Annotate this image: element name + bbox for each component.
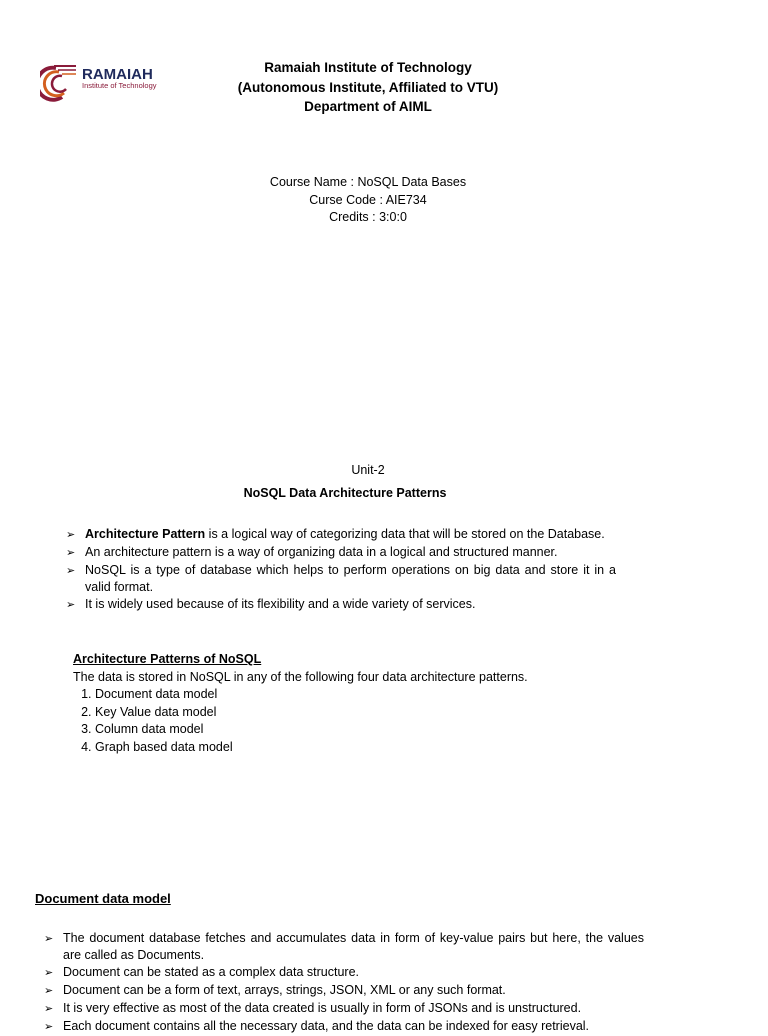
department-name: Department of AIML	[304, 99, 432, 114]
list-item	[66, 526, 616, 544]
bullet-text: It is very effective as most of the data created is usually in form of JSONs and is unstructured.	[63, 1001, 582, 1015]
arrow-bullet-icon: ➢	[44, 1003, 54, 1015]
arrow-bullet-icon: ➢	[44, 933, 54, 945]
document-header	[180, 58, 556, 117]
list-item: 3. Column data model	[95, 721, 633, 739]
institute-logo	[40, 58, 190, 102]
institute-name: Ramaiah Institute of Technology	[264, 60, 472, 75]
logo-subtitle: Institute of Technology	[82, 81, 157, 90]
arrow-bullet-icon: ➢	[66, 565, 76, 577]
bullet-text: It is widely used because of its flexibility and a wide variety of services.	[85, 597, 476, 611]
section-intro: The data is stored in NoSQL in any of the following four data architecture patterns.	[73, 669, 528, 684]
arrow-bullet-icon: ➢	[44, 985, 54, 997]
list-item: 2. Key Value data model	[95, 704, 633, 722]
list-item: 4. Graph based data model	[95, 739, 633, 757]
arrow-bullet-icon: ➢	[66, 529, 76, 541]
arrow-bullet-icon: ➢	[66, 599, 76, 611]
intro-bullet-list	[66, 526, 616, 614]
list-item	[44, 964, 644, 982]
unit-number: Unit-2	[351, 463, 385, 477]
unit-title: NoSQL Data Architecture Patterns	[243, 486, 447, 500]
arrow-bullet-icon: ➢	[66, 547, 76, 559]
bullet-text: Each document contains all the necessary data, and the data can be indexed for easy retrieval.	[63, 1019, 590, 1033]
course-credits: Credits : 3:0:0	[329, 210, 407, 224]
bullet-text: The document database fetches and accumulates data in form of key-value pairs but here, the values are called as Documents.	[63, 931, 644, 962]
list-item	[44, 1018, 644, 1036]
bullet-text: is a logical way of categorizing data that will be stored on the Database.	[205, 527, 605, 541]
list-item	[66, 596, 616, 614]
bullet-lead-term: Architecture Pattern	[85, 527, 206, 541]
document-model-bullet-list	[44, 930, 644, 1036]
course-code: Curse Code : AIE734	[309, 192, 427, 207]
list-item	[66, 544, 616, 562]
institute-affiliation: (Autonomous Institute, Affiliated to VTU)	[237, 79, 499, 95]
logo-emblem-icon	[40, 66, 76, 100]
list-item	[44, 1000, 644, 1018]
list-item	[44, 930, 644, 964]
arrow-bullet-icon: ➢	[44, 1021, 54, 1033]
logo-wordmark: RAMAIAH	[82, 66, 153, 83]
architecture-patterns-section	[73, 651, 633, 756]
bullet-text: Document can be stated as a complex data structure.	[63, 965, 359, 979]
list-item: 1. Document data model	[95, 686, 633, 704]
course-info	[190, 174, 546, 227]
section-heading: Architecture Patterns of NoSQL	[73, 652, 262, 666]
document-model-heading: Document data model	[35, 891, 171, 906]
bullet-text: An architecture pattern is a way of organizing data in a logical and structured manner.	[85, 545, 558, 559]
arrow-bullet-icon: ➢	[44, 967, 54, 979]
pattern-list	[73, 686, 633, 756]
course-name: Course Name : NoSQL Data Bases	[269, 175, 467, 189]
list-item	[44, 982, 644, 1000]
bullet-text: Document can be a form of text, arrays, strings, JSON, XML or any such format.	[63, 983, 506, 997]
list-item	[66, 562, 616, 596]
bullet-text: NoSQL is a type of database which helps to perform operations on big data and store it in a valid format.	[85, 563, 616, 594]
